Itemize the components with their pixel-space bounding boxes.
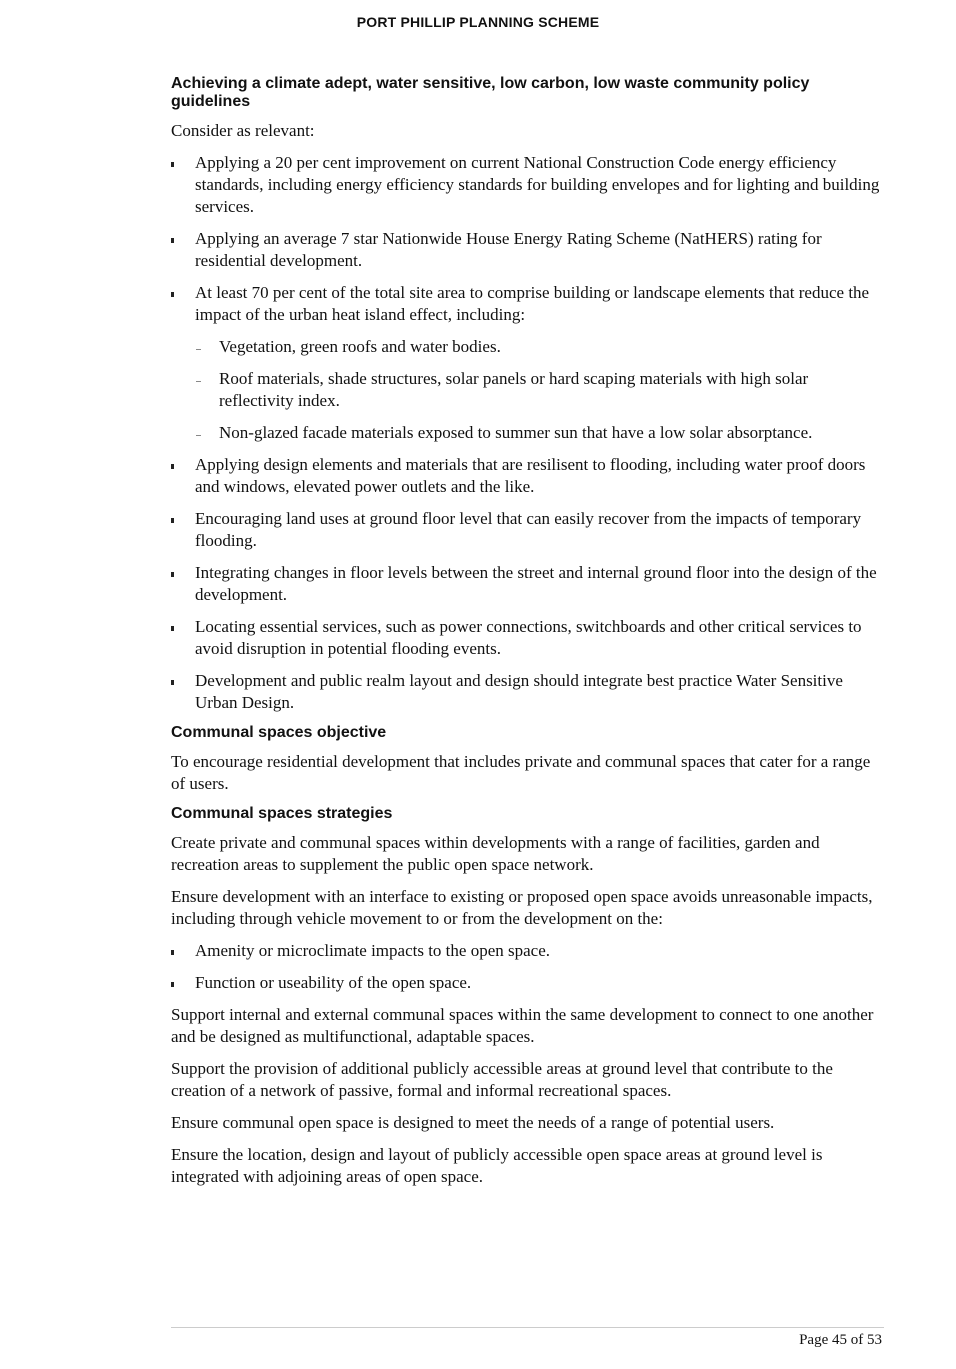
impacts-list bbox=[171, 940, 884, 994]
section-heading-climate: Achieving a climate adept, water sensitive, low carbon, low waste community policy guidelines bbox=[171, 75, 810, 110]
guidelines-list bbox=[171, 152, 884, 714]
sublist-item: Non-glazed facade materials exposed to summer sun that have a low solar absorptance. bbox=[195, 422, 884, 444]
list-item: Function or useability of the open space. bbox=[171, 972, 884, 994]
list-item: Development and public realm layout and design should integrate best practice Water Sensitive Urban Design. bbox=[171, 670, 884, 714]
list-item: Applying an average 7 star Nationwide House Energy Rating Scheme (NatHERS) rating for residential development. bbox=[171, 228, 884, 272]
document-body bbox=[171, 75, 884, 1198]
strategy-paragraph: Support internal and external communal spaces within the same development to connect to one another and be designed as multifunctional, adaptable spaces. bbox=[171, 1005, 874, 1046]
sublist-item: Roof materials, shade structures, solar panels or hard scaping materials with high solar reflectivity index. bbox=[195, 368, 884, 412]
list-item: Amenity or microclimate impacts to the open space. bbox=[171, 940, 884, 962]
page-number: Page 45 of 53 bbox=[799, 1332, 882, 1348]
list-item: Applying a 20 per cent improvement on current National Construction Code energy efficiency standards, including energy efficiency standards for building envelopes and for lighting and building services. bbox=[171, 152, 884, 218]
section-heading-communal-objective: Communal spaces objective bbox=[171, 724, 387, 741]
strategy-paragraph: Ensure development with an interface to existing or proposed open space avoids unreasonable impacts, including through vehicle movement to or from the development on the: bbox=[171, 887, 873, 928]
strategy-paragraph: Ensure communal open space is designed to meet the needs of a range of potential users. bbox=[171, 1113, 775, 1132]
sublist-item: Vegetation, green roofs and water bodies. bbox=[195, 336, 884, 358]
heat-island-sublist bbox=[195, 336, 884, 444]
list-item bbox=[171, 282, 884, 444]
page-header: PORT PHILLIP PLANNING SCHEME bbox=[356, 14, 600, 30]
strategy-paragraph: Ensure the location, design and layout of publicly accessible open space areas at ground level is integrated with adjoining areas of open space. bbox=[171, 1145, 823, 1186]
strategy-paragraph: Create private and communal spaces within developments with a range of facilities, garden and recreation areas to supplement the public open space network. bbox=[171, 833, 820, 874]
list-item: Integrating changes in floor levels between the street and internal ground floor into the design of the development. bbox=[171, 562, 884, 606]
objective-text: To encourage residential development that includes private and communal spaces that cater for a range of users. bbox=[171, 752, 871, 793]
strategy-paragraph: Support the provision of additional publicly accessible areas at ground level that contribute to the creation of a network of passive, formal and informal recreational spaces. bbox=[171, 1059, 833, 1100]
list-item-text: At least 70 per cent of the total site area to comprise building or landscape elements that reduce the impact of the urban heat island effect, including: bbox=[195, 283, 870, 324]
footer-divider bbox=[171, 1327, 884, 1328]
intro-text: Consider as relevant: bbox=[171, 121, 315, 140]
list-item: Encouraging land uses at ground floor level that can easily recover from the impacts of temporary flooding. bbox=[171, 508, 884, 552]
list-item: Locating essential services, such as power connections, switchboards and other critical services to avoid disruption in potential flooding events. bbox=[171, 616, 884, 660]
list-item: Applying design elements and materials that are resilisent to flooding, including water proof doors and windows, elevated power outlets and the like. bbox=[171, 454, 884, 498]
section-heading-communal-strategies: Communal spaces strategies bbox=[171, 805, 393, 822]
